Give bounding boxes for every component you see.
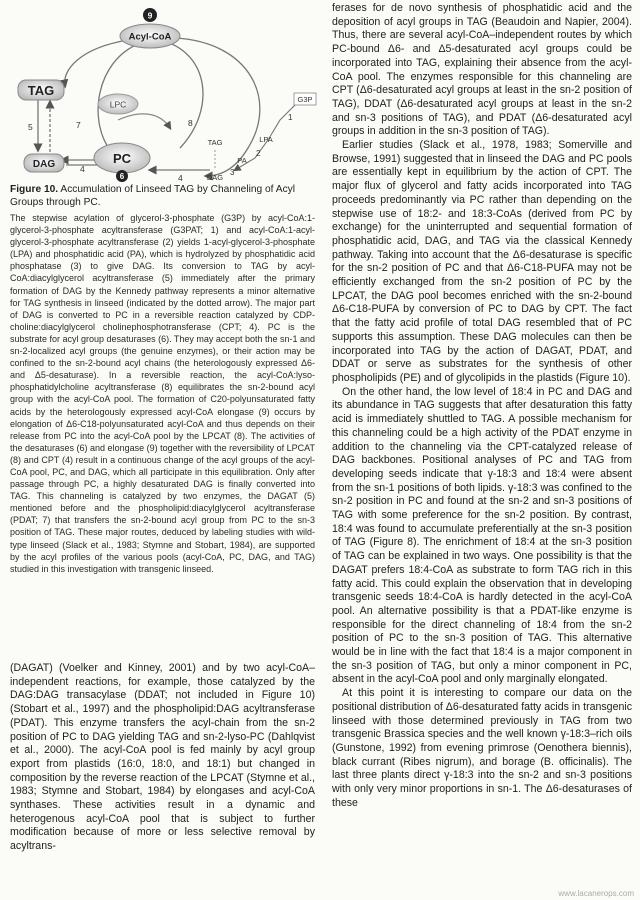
step-5: 5 <box>28 122 33 132</box>
step-8: 8 <box>188 118 193 128</box>
left-column-body <box>10 662 315 854</box>
step-1: 1 <box>288 113 293 122</box>
figure-caption-text: Accumulation of Linseed TAG by Channeling of Acyl Groups through PC. <box>10 184 296 208</box>
right-paragraph-4: At this point it is interesting to compare our data on the positional distribution of Δ6-desaturated fatty acids in transgenic linseed with those determined previously in TAG from two transgenic Brassica species and the well known γ-18:3–rich oils (Gunstone, 1992) from evening primrose (Oenothera biennis), black currant (Ribes nigrum), and borage (B. officinalis). The last three plants direct γ-18:3 into the sn-2 and sn-3 positions with only very minor proportions in sn-1. The Δ6-desaturases of these <box>332 687 632 809</box>
label-lpc: LPC <box>109 99 127 110</box>
step-4a: 4 <box>80 164 85 174</box>
right-paragraph-1: ferases for de novo synthesis of phosphatidic acid and the deposition of acyl groups in TAG (Beaudoin and Napier, 2004). Thus, there are several acyl-CoA–independent routes by which PC-bound Δ6- and Δ5-desaturated acyl groups could be incorporated into TAG, explaining their absence from the acyl-CoA pool. The enzymes responsible for this channeling are CPT (Δ6-desaturated acyl groups at least in the sn-2 position of TAG), DDAT (Δ6-desaturated acyl groups at least in the sn-2 and sn-3 positions of TAG), and PDAT (Δ6-desaturated acyl groups in addition in the sn-3 position of TAG). <box>332 2 632 138</box>
label-tag-small: TAG <box>207 138 223 147</box>
label-lpa: LPA <box>259 135 273 144</box>
label-pc: PC <box>112 151 132 166</box>
step-2: 2 <box>256 149 261 158</box>
step-4b: 4 <box>178 173 183 182</box>
figure-legend-text: The stepwise acylation of glycerol-3-phosphate (G3P) by acyl-CoA:1-glycerol-3-phosphate acyltransferase (G3PAT; 1) and acyl-CoA:1-acyl-glycerol-3-phosphate acyltransferase (2) yields 1-acyl-glycerol-3-phosphate (LPA) and phosphatidic acid (PA), which is hydrolyzed by phosphatidic acid phosphatase (3) to give DAG. Its conversion to TAG by acyl-CoA:diacylglycerol acyltransferase (5) immediately after the primary formation of DAG by the Kennedy pathway represents a minor alternative for TAG synthesis in linseed (indicated by the dotted arrow). The major part of DAG is converted to PC in a reversible reaction catalyzed by CDP-choline:diacylglycerol cholinephosphotransferase (CPT; 4). PC is the substrate for acyl group desaturases (6). They may accept both the sn-1 and sn-2-localized acyl groups (the genuine enzymes), or their action may be confined to the sn-2-bound acyl chains (the heterologously expressed Δ6- and Δ5-desaturase). In a reversible reaction, the acyl-CoA:lyso-phosphatidylcholine acyltransferase (8) equilibrates the sn-2-bound acyl group with the acyl-CoA pool. The formation of C20-polyunsaturated fatty acids by the heterologously expressed acyl-CoA elongase (9) occurs by elongation of Δ6-C18-polyunsaturated acyl-CoA and thus depends on their release from PC into the acyl-CoA pool by the LPCAT (8). The activities of the desaturases (6) and elongase (9) together with the reversibility of LPCAT (8) and CPT (4) result in a continuous change of the acyl groups of the acyl-CoA pool, PC, and DAG, which all participate in this equilibration. Only after passage through PC, a highly desaturated DAG is finally converted into TAG. This channeling is catalyzed by two enzymes, the DAGAT (5) mentioned before and the phospholipid:diacylglycerol acyltransferase (PDAT; 7) that transfers the sn-2-bound acyl group from PC to the sn-3 position of TAG. These major routes, deduced by labeling studies with wild-type linseed (Slack et al., 1983; Stymne and Stobart, 1984), are supported by the acyl profiles of the various pools (acyl-CoA, PC, DAG, and TAG) studied in this investigation with transgenic linseed. <box>10 213 315 574</box>
label-dag: DAG <box>32 159 56 170</box>
pathway-diagram <box>10 0 320 182</box>
step-6: 6 <box>119 172 125 181</box>
figure-caption <box>10 184 315 209</box>
step-3: 3 <box>230 168 235 177</box>
label-pa: PA <box>237 156 247 165</box>
label-g3p: G3P <box>297 95 313 104</box>
right-paragraph-3: On the other hand, the low level of 18:4 in PC and DAG and its abundance in TAG suggests that after desaturation this fatty acid is immediately shuttled to TAG. A possible mechanism for this channeling could be a high activity of the PDAT enzyme in addition to the channeling via the CPT-catalyzed release of DAG backbones. Positional analyses of PC and TAG from developing seeds indicate that γ-18:3 and 18:4 were absent from the sn-1 positions of both lipids. γ-18:3 was confined to the sn-2 position in PC and found at the sn-2 and sn-3 positions of TAG with some preference for the sn-2 position. By contrast, 18:4 was found to accumulate preferentially at the sn-3 position of TAG (Figure 8). The enrichment of 18:4 at the sn-3 position of TAG can be explained in two ways. One possibility is that the DAGAT prefers 18:4-CoA as substrate to form TAG rich in this fatty acid. This could explain the observation that in developing transgenic seeds 18:4-CoA is hardly detected in the acyl-CoA pool. An alternative possibility is that a PDAT-like enzyme is responsible for the direct channeling of 18:4 from the sn-2 position of PC to the sn-3 position of TAG. This alternative would be in line with the fact that 18:4 is a major component in the sn-3 position of TAG, but only a minor component in PC, absent in the acyl-CoA pool and only marginally elongated. <box>332 385 632 686</box>
left-body-paragraph: (DAGAT) (Voelker and Kinney, 2001) and by two acyl-CoA–independent reactions, for example, those catalyzed by the DAG:DAG transacylase (DDAT; not included in Figure 10) (Stobart et al., 1997) and the phospholipid:DAG acyltransferase (PDAT). This enzyme transfers the acyl-chain from the sn-2 position of PC to DAG yielding TAG and sn-2-lyso-PC (Dahlqvist et al., 2000). The acyl-CoA pool is fed mainly by acyl group export from plastids (16:0, 18:0, and 18:1) but changed in composition by the reverse reaction of the LPCAT (Stymne et al., 1983; Stymne and Stobart, 1984) by elongases and acyl-CoA synthases. These activities result in a dynamic and heterogenous acyl-CoA pool that is subject to further modification because of more or less selective removal by acyltrans- <box>10 662 315 853</box>
right-paragraph-2: Earlier studies (Slack et al., 1978, 1983; Somerville and Browse, 1991) suggested that in linseed the DAG and PC pools are essentially kept in equilibrium by the action of CPT. The major flux of glycerol and fatty acids incorporated into TAG proceeds predominantly via PC rather than depending on the stepwise use of 18:2- and 18:3-CoAs (derived from PC by exchange) for the uninterrupted and sequential formation of phosphatidic acid, DAG, and TAG via the classical Kennedy pathway. Taking into account that the Δ6-desaturase is specific for the sn-2 position of PC and that Δ6-C18-PUFA may not be efficiently exchanged from the sn-2 position of PC by the LPCAT, the DAG pool becomes enriched with the sn-2-bound Δ6-C18-PUFA by conversion of PC to DAG by CPT. The fact that the fatty acid profile of total DAG resembled that of PC supports this assumption. These DAG molecules can then be incorporated into TAG by the action of DAGAT, PDAT, and DDAT or serve as substrates for the synthesis of other phospholipids (PE) and of glycolipids in the plastids (Figure 10). <box>332 139 632 384</box>
figure-legend <box>10 212 315 575</box>
figure-label: Figure 10. <box>10 184 59 195</box>
right-column-body <box>332 2 632 810</box>
step-9: 9 <box>147 10 153 21</box>
label-tag: TAG <box>27 83 55 98</box>
label-dag-small: DAG <box>206 173 224 182</box>
step-7: 7 <box>76 120 81 130</box>
label-acyl-coa: Acyl-CoA <box>128 31 172 43</box>
watermark: www.lacanerops.com <box>558 889 634 898</box>
